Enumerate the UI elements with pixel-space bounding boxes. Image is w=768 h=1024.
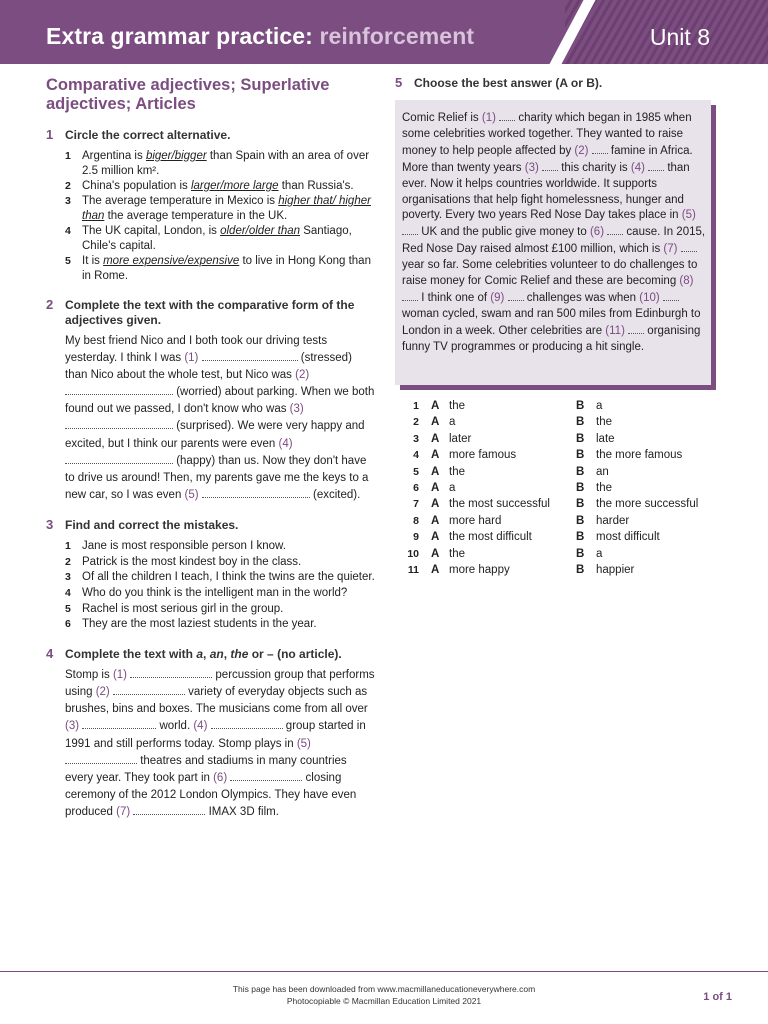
answer-number: 5 — [413, 465, 419, 478]
option-a[interactable]: the most successful — [449, 498, 550, 511]
option-a[interactable]: the — [449, 547, 465, 560]
answer-options — [395, 400, 725, 580]
exercise-number: 2 — [46, 297, 54, 312]
gap-blank[interactable] — [648, 160, 664, 171]
gap-blank[interactable] — [202, 487, 310, 498]
gap-blank[interactable] — [202, 350, 298, 361]
item-number: 2 — [65, 180, 71, 192]
answer-number: 6 — [413, 481, 419, 494]
option-b-label: B — [576, 481, 585, 494]
alternative-choice[interactable]: biger/bigger — [145, 150, 207, 162]
gap-blank[interactable] — [607, 224, 623, 235]
option-b[interactable]: harder — [596, 514, 630, 527]
option-a[interactable]: the — [449, 400, 465, 412]
item-number: 3 — [65, 195, 71, 207]
option-b[interactable]: most difficult — [596, 531, 660, 544]
gap-blank[interactable] — [133, 804, 205, 815]
item-text: The UK capital, London, is — [82, 225, 221, 237]
option-b[interactable]: the — [596, 481, 612, 494]
exercise-3-item — [46, 602, 376, 618]
page-header — [0, 0, 768, 64]
option-a[interactable]: later — [449, 432, 472, 445]
item-text: They are the most laziest students in the year. — [82, 618, 317, 631]
item-text: Santiago, Chile's capital. — [82, 225, 352, 252]
instruction-text: Choose the best answer (A or B). — [414, 76, 603, 90]
option-b-label: B — [576, 547, 585, 560]
option-a[interactable]: a — [449, 416, 456, 429]
footer-divider — [0, 971, 768, 972]
instruction-text: Complete the text with the comparative form of the adjectives given. — [65, 298, 355, 327]
option-b[interactable]: a — [596, 400, 603, 412]
option-a-label: A — [431, 465, 440, 478]
instruction-text: Find and correct the mistakes. — [65, 517, 239, 532]
gap-blank[interactable] — [113, 684, 185, 695]
answer-number: 7 — [413, 498, 419, 511]
option-b-label: B — [576, 400, 585, 412]
option-b[interactable]: happier — [596, 563, 635, 576]
option-a-label: A — [431, 498, 440, 511]
item-text: Who do you think is the intelligent man in the world? — [82, 587, 348, 600]
option-a-label: A — [431, 481, 440, 494]
answer-row — [395, 564, 725, 580]
answer-number: 11 — [407, 563, 419, 576]
item-number: 3 — [65, 571, 71, 584]
answer-number: 2 — [413, 416, 419, 429]
exercise-5-text: Comic Relief is (1) charity which began in 1985 when some celebrities worked together. They wanted to raise money to help people affected by (2) famine in Africa. More than twenty years (3) this charity is (4) than ever. Now it helps countries worldwide. It supports organisations that help fight homelessness, hunger and poverty. Every two years Red Nose Day takes place in (5) UK and the public give money to (6) cause. In 2015, Red Nose Day raised almost £100 million, which is (7) year so far. Some celebrities volunteer to do challenges to raise money for Comic Relief and these are becoming (8) I think one of (9) challenges was when (10) woman cycled, swam and ran 500 miles from Edinburgh to London in a week. Other celebrities are (11) organising funny TV programmes or producing a hit single. — [402, 112, 706, 353]
option-b[interactable]: the more famous — [596, 449, 683, 462]
exercise-5-text-box — [395, 100, 711, 385]
answer-row — [395, 482, 725, 498]
exercise-1-list — [46, 149, 376, 284]
gap-blank[interactable] — [65, 418, 173, 429]
answer-row — [395, 400, 725, 416]
exercise-4-text: Stomp is (1) percussion group that performs using (2) variety of everyday objects such as brushes, bins and boxes. The musicians come from all over (3) world. (4) group started in 1991 and still performs today. Stomp plays in (5) theatres and stadiums in many countries every year. They took part in (6) closing ceremony of the 2012 London Olympics. They have even produced (7) IMAX 3D film. — [65, 669, 375, 818]
answer-number: 3 — [413, 432, 419, 445]
gap-blank[interactable] — [65, 453, 173, 464]
option-a[interactable]: a — [449, 481, 456, 494]
page-number: 1 of 1 — [703, 991, 732, 1003]
exercise-5-instruction — [395, 76, 725, 91]
answer-row — [395, 498, 725, 514]
gap-blank[interactable] — [681, 241, 697, 252]
title-accent: reinforcement — [319, 23, 475, 49]
exercise-1-item — [46, 194, 376, 224]
answer-row — [395, 416, 725, 432]
option-a[interactable]: the — [449, 465, 465, 478]
item-text: to live in Hong Kong than in Rome. — [82, 255, 371, 282]
item-text: Jane is most responsible person I know. — [82, 539, 286, 552]
item-number: 5 — [65, 255, 71, 267]
exercise-3-item — [46, 555, 376, 571]
gap-blank[interactable] — [65, 384, 173, 395]
item-text: Argentina is — [82, 150, 146, 162]
gap-blank[interactable] — [230, 770, 302, 781]
gap-blank[interactable] — [402, 290, 418, 301]
option-b-label: B — [576, 514, 585, 527]
exercise-number: 3 — [46, 516, 54, 532]
option-a[interactable]: the most difficult — [449, 531, 532, 544]
exercise-3-list — [46, 539, 376, 633]
page-title — [46, 23, 474, 50]
answer-number: 1 — [413, 400, 419, 412]
option-b-label: B — [576, 416, 585, 429]
answer-number: 8 — [413, 514, 419, 527]
option-a[interactable]: more famous — [449, 449, 517, 462]
option-b-label: B — [576, 465, 585, 478]
item-text: than Russia's. — [278, 180, 354, 192]
exercise-1-item — [46, 179, 376, 194]
item-text: The average temperature in Mexico is — [82, 195, 279, 207]
option-b-label: B — [576, 432, 585, 445]
gap-blank[interactable] — [628, 323, 644, 334]
item-number: 6 — [65, 618, 71, 631]
option-b[interactable]: an — [596, 465, 609, 478]
answer-row — [395, 548, 725, 564]
item-text: than Spain with an area of over 2.5 million km². — [82, 150, 370, 177]
option-a-label: A — [431, 531, 440, 544]
gap-blank[interactable] — [542, 160, 558, 171]
option-a-label: A — [431, 432, 440, 445]
exercise-2-instruction — [46, 298, 376, 328]
option-a[interactable]: more happy — [449, 563, 510, 576]
option-a-label: A — [431, 563, 440, 576]
gap-blank[interactable] — [508, 290, 524, 301]
option-b-label: B — [576, 498, 585, 511]
item-text: It is — [82, 255, 104, 267]
exercise-3-item — [46, 570, 376, 586]
option-a-label: A — [431, 514, 440, 527]
item-number: 1 — [65, 150, 71, 162]
answer-row — [395, 449, 725, 465]
option-b-label: B — [576, 531, 585, 544]
answer-number: 4 — [413, 449, 419, 462]
unit-label: Unit 8 — [649, 24, 710, 50]
exercise-3-instruction — [46, 518, 376, 533]
exercise-1-item — [46, 254, 376, 284]
alternative-choice[interactable]: larger/more large — [190, 180, 279, 192]
gap-blank[interactable] — [592, 143, 608, 154]
section-title: Comparative adjectives; Superlative adjectives; Articles — [46, 76, 330, 113]
gap-blank[interactable] — [130, 667, 212, 678]
gap-blank[interactable] — [65, 753, 137, 764]
alternative-choice[interactable]: older/older than — [220, 225, 301, 237]
exercise-number: 1 — [46, 127, 54, 142]
left-column — [46, 76, 376, 821]
answer-number: 9 — [413, 531, 419, 544]
exercise-3-item — [46, 617, 376, 633]
option-b[interactable]: a — [596, 547, 603, 560]
title-main: Extra grammar practice: — [46, 23, 313, 49]
footer — [0, 983, 768, 1007]
item-text: Patrick is the most kindest boy in the class. — [82, 555, 302, 568]
answer-row — [395, 433, 725, 449]
exercise-number: 4 — [46, 646, 54, 662]
item-number: 4 — [65, 587, 71, 600]
option-a[interactable]: more hard — [449, 514, 502, 527]
option-a-label: A — [431, 416, 440, 429]
item-text: the average temperature in the UK. — [104, 210, 288, 222]
item-text: Of all the children I teach, I think the twins are the quieter. — [82, 571, 375, 584]
gap-blank[interactable] — [663, 290, 679, 301]
option-b[interactable]: the more successful — [596, 498, 699, 511]
option-b-label: B — [576, 563, 585, 576]
instruction-text: Circle the correct alternative. — [65, 128, 231, 142]
footer-copyright: Photocopiable © Macmillan Education Limited 2021 — [286, 996, 482, 1006]
footer-download-note: This page has been downloaded from www.macmillaneducationeverywhere.com — [232, 984, 536, 994]
item-text: China's population is — [82, 180, 191, 192]
answer-number: 10 — [407, 547, 419, 560]
option-a-label: A — [431, 400, 440, 412]
exercise-3-item — [46, 539, 376, 555]
gap-blank[interactable] — [211, 718, 283, 729]
exercise-1-item — [46, 149, 376, 179]
answer-row — [395, 531, 725, 547]
item-number: 4 — [65, 225, 71, 237]
item-number: 1 — [65, 539, 71, 552]
option-a-label: A — [431, 449, 440, 462]
item-text: Rachel is most serious girl in the group. — [82, 602, 284, 615]
option-b[interactable]: late — [596, 432, 615, 445]
exercise-number: 5 — [395, 75, 403, 90]
answer-row — [395, 515, 725, 531]
gap-blank[interactable] — [499, 110, 515, 121]
option-b[interactable]: the — [596, 416, 612, 429]
gap-blank[interactable] — [82, 718, 156, 729]
answer-row — [395, 466, 725, 482]
exercise-4-instruction: 4 Complete the text with a, an, the or – (no article). — [46, 646, 342, 662]
exercise-2-text: My best friend Nico and I both took our driving tests yesterday. I think I was (1) (stressed) than Nico about the whole test, but Nico was (2) (worried) about parking. When we both found out we passed, I don't know who was (3) (surprised). We were very happy and excited, but I think our parents were even (4) (happy) than us. Now they don't have to drive us around! Then, my parents gave me the keys to a new car, so I was even (5) (excited). — [65, 335, 375, 501]
option-b-label: B — [576, 449, 585, 462]
exercise-3-item — [46, 586, 376, 602]
alternative-choice[interactable]: higher that/ higher than — [82, 195, 371, 222]
alternative-choice[interactable]: more expensive/expensive — [103, 255, 240, 267]
item-number: 5 — [65, 602, 71, 615]
gap-blank[interactable] — [402, 224, 418, 235]
option-a-label: A — [431, 547, 440, 560]
exercise-1-instruction — [46, 128, 376, 143]
exercise-1-item — [46, 224, 376, 254]
right-column — [395, 75, 725, 576]
item-number: 2 — [65, 555, 71, 568]
